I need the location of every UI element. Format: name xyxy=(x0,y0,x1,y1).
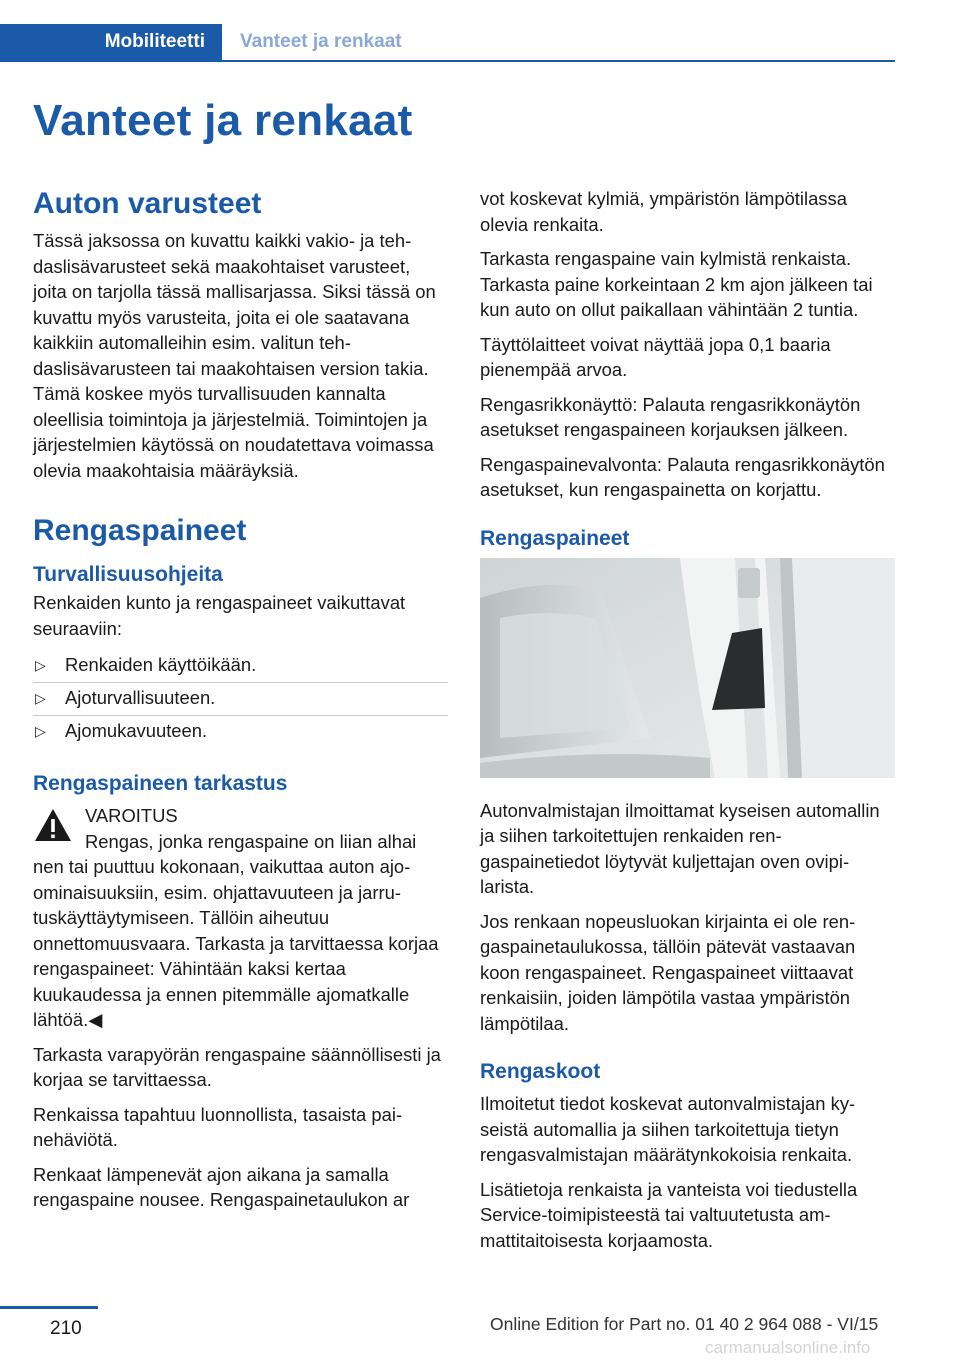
bullet-list xyxy=(33,650,448,748)
kylmista-paragraph: Tarkasta rengaspaine vain kylmistä renkaista. Tarkasta paine korkeintaan 2 km ajon jälkeen tai kun auto on ollut paikallaan vähintään 2 tuntia. xyxy=(480,248,873,320)
edition-text: Online Edition for Part no. 01 40 2 964 088 - VI/15 xyxy=(490,1314,879,1334)
rengaspainevalvonta-paragraph: Rengaspainevalvonta: Palauta rengasrikkonäytön asetukset, kun rengaspainetta on korjattu. xyxy=(480,453,885,500)
list-item xyxy=(33,716,448,748)
page-title: Vanteet ja renkaat xyxy=(33,96,413,145)
kylmat-renkaat-paragraph: vot koskevat kylmiä, ympäristön lämpötilassa olevia renkaita. xyxy=(480,188,847,235)
warning-first-line: Rengas, jonka rengaspaine on liian alhai xyxy=(85,830,417,852)
ilmoitetut-paragraph: Ilmoitetut tiedot koskevat autonvalmistajan kyseistä automallia ja siihen tarkoitettuja tietyn rengasvalmistajan määrätynkokoisia renkaita. xyxy=(480,1093,856,1165)
triangle-bullet-icon: ▷ xyxy=(35,690,46,706)
lampenevat-paragraph: Renkaat lämpenevät ajon aikana ja samalla rengaspaine nousee. Rengaspainetaulukon ar xyxy=(33,1163,410,1210)
page-number: 210 xyxy=(50,1318,82,1339)
left-column xyxy=(33,186,448,1222)
nopeusluokka-paragraph: Jos renkaan nopeusluokan kirjainta ei ole rengaspainetaulukossa, tällöin pätevät vastaavan koon rengaspaineet. Rengaspaineet viittaavat renkaisiin, joiden lämpötila vastaa ympäristön lämpötilaa. xyxy=(480,910,856,1034)
autonvalmistaja-paragraph: Autonvalmistajan ilmoittamat kyseisen automallin ja siihen tarkoitettujen renkaiden rengaspainetiedot löytyvät kuljettajan oven ovipilarista. xyxy=(480,799,880,897)
footer-rule xyxy=(0,1306,98,1309)
list-item-text: Ajomukavuuteen. xyxy=(65,720,208,741)
triangle-bullet-icon: ▷ xyxy=(35,723,46,739)
warning-triangle-icon xyxy=(33,807,73,843)
turvallisuus-intro: Renkaiden kunto ja rengaspaineet vaikuttavat seuraaviin: xyxy=(33,592,406,639)
list-item-text: Ajoturvallisuuteen. xyxy=(65,687,216,708)
auton-varusteet-heading: Auton varusteet xyxy=(33,187,262,220)
turvallisuusohjeita-heading: Turvallisuusohjeita xyxy=(33,563,223,586)
rengaskoot-heading: Rengaskoot xyxy=(480,1060,601,1083)
list-item xyxy=(33,683,448,716)
section-tab[interactable]: Mobiliteetti xyxy=(0,24,222,60)
warning-block xyxy=(33,803,448,854)
warning-text: nen tai puuttuu kokonaan, vaikuttaa auton ajoominaisuuksiin, esim. ohjattavuuteen ja jarrutuskäyttäytymiseen. Tällöin aiheutuu onnettomuusvaara. Tarkasta ja tarvittaessa korjaa rengaspaineet: Vähintään kaksi kertaa kuukaudessa ja ennen pitemmälle ajomatkalle lähtöä.◀ xyxy=(33,856,439,1030)
right-column xyxy=(480,186,895,1262)
rengaspaineet-subheading: Rengaspaineet xyxy=(480,526,630,550)
painehavio-paragraph: Renkaissa tapahtuu luonnollista, tasaista painehäviötä. xyxy=(33,1103,403,1150)
triangle-bullet-icon: ▷ xyxy=(35,657,46,673)
list-item xyxy=(33,650,448,683)
lisatietoja-paragraph: Lisätietoja renkaista ja vanteista voi tiedustella Service-toimipisteestä tai valtuutetusta ammattitaitoisesta korjaamosta. xyxy=(480,1178,858,1251)
warning-title: VAROITUS xyxy=(85,805,178,826)
page-header xyxy=(0,0,960,62)
rengasrikkonaytto-paragraph: Rengasrikkonäyttö: Palauta rengasrikkonäytön asetukset rengaspaineen korjauksen jälkeen. xyxy=(480,393,861,440)
varapyora-paragraph: Tarkasta varapyörän rengaspaine säännöllisesti ja korjaa se tarvittaessa. xyxy=(33,1043,441,1090)
header-rule xyxy=(0,60,895,62)
tayttolaitteet-paragraph: Täyttölaitteet voivat näyttää jopa 0,1 baaria pienempää arvoa. xyxy=(480,333,831,380)
watermark[interactable]: carmanualsonline.info xyxy=(705,1338,871,1357)
auton-varusteet-text: Tässä jaksossa on kuvattu kaikki vakio- ja tehdaslisävarusteet sekä maakohtaiset varusteet, joita on tarjolla tässä mallisarjassa. Siksi tässä on kuvattu myös varusteita, joita ei ole saatavana kaikkiin automalleihin esim. valitun tehdaslisävarusteen tai maakohtaisen version takia. Tämä koskee myös turvallisuuden kannalta oleellisia toimintoja ja järjestelmiä. Toimintojen ja järjestelmien käytössä on noudatettava voimassa olevia maakohtaisia määräyksiä. xyxy=(33,230,436,481)
current-tab[interactable]: Vanteet ja renkaat xyxy=(240,31,402,52)
tarkastus-heading: Rengaspaineen tarkastus xyxy=(33,772,288,795)
list-item-text: Renkaiden käyttöikään. xyxy=(65,654,257,675)
door-pillar-photo xyxy=(480,558,895,778)
rengaspaineet-section-heading: Rengaspaineet xyxy=(33,514,247,547)
